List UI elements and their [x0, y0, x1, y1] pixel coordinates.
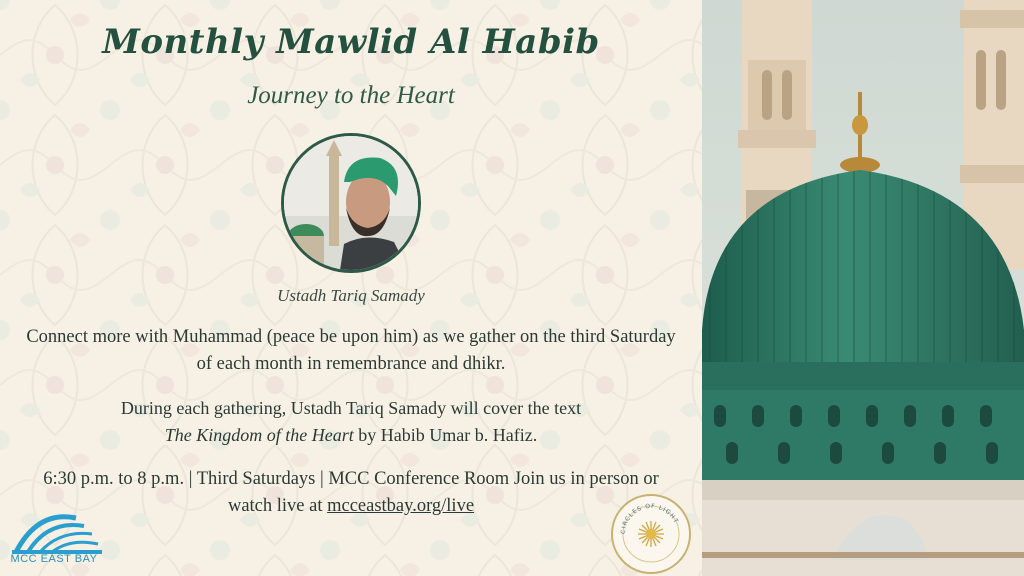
green-dome-photo [702, 0, 1024, 576]
event-subtitle: Journey to the Heart [247, 82, 455, 109]
event-title: Monthly Mawlid Al Habib [102, 22, 600, 62]
speaker-portrait [281, 133, 421, 273]
book-paragraph [20, 395, 682, 449]
mcc-logo-label: MCC EAST BAY [10, 553, 98, 565]
livestream-link[interactable]: mcceastbay.org/live [327, 496, 475, 516]
circles-of-light-badge [611, 494, 691, 574]
dome-illustration [702, 0, 1024, 576]
event-details [20, 466, 682, 520]
sun-rays-icon [613, 496, 689, 572]
speaker-photo [284, 136, 418, 270]
speaker-name: Ustadh Tariq Samady [277, 286, 425, 305]
badge-text: CIRCLES OF LIGHT [619, 502, 680, 535]
description-paragraph: Connect more with Muhammad (peace be upon him) as we gather on the third Saturday of each month in remembrance and dhikr. [26, 327, 676, 374]
book-intro-text: During each gathering, Ustadh Tariq Samady will cover the text [120, 398, 582, 418]
event-schedule-text: 6:30 p.m. to 8 p.m. | Third Saturdays | MCC Conference Room Join us in person or watch live at [43, 469, 659, 516]
book-title: The Kingdom of the Heart [164, 425, 354, 445]
book-author-text: by Habib Umar b. Hafiz. [353, 425, 538, 445]
